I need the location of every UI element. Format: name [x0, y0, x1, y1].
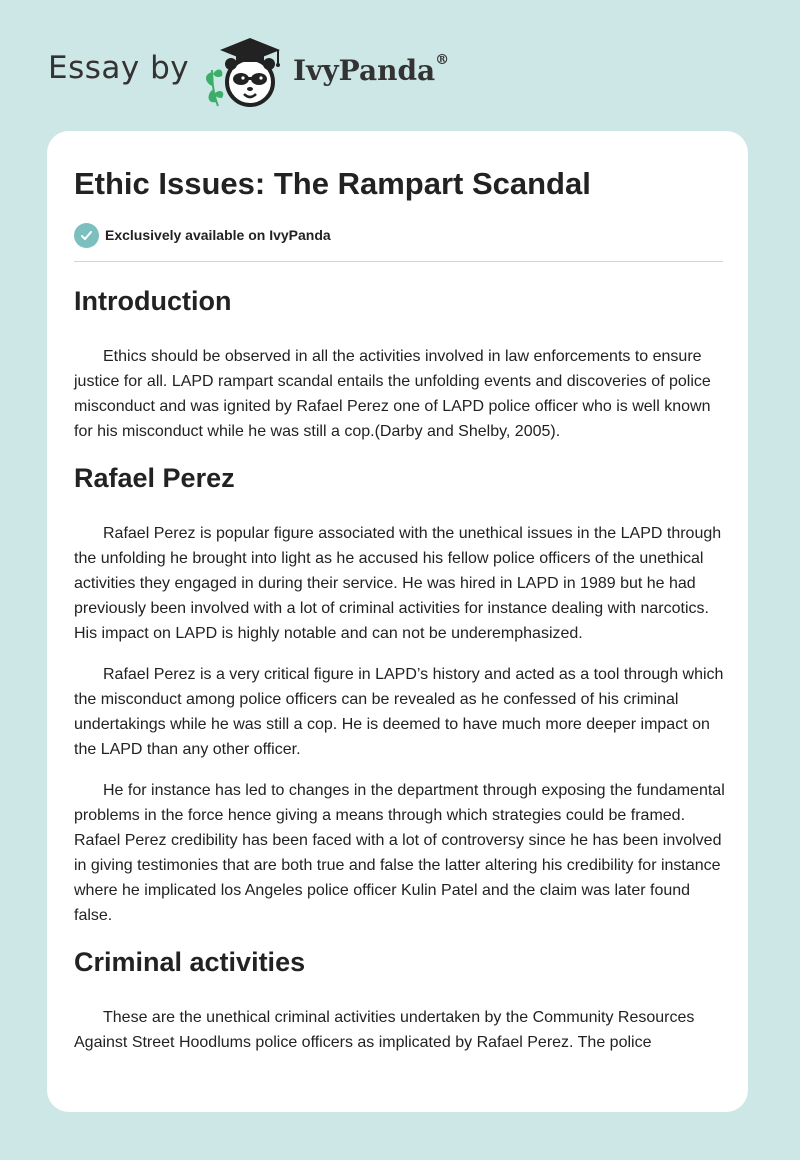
check-circle-icon: [74, 223, 99, 248]
registered-mark: ®: [435, 52, 450, 68]
brand-prefix: Essay by: [48, 50, 190, 86]
paragraph: He for instance has led to changes in the department through exposing the fundamental problems in the force hence giving a means through which strategies could be framed. Rafael Perez credibility has been faced with a lot of controversy since he has been involved in giving testimonies that are both true and false the latter altering his credibility for instance where he implicated los Angeles police officer Kulin Patel and the claim was later found false.: [74, 782, 725, 924]
paragraph: Rafael Perez is a very critical figure in LAPD’s history and acted as a tool through which the misconduct among police officers can be revealed as he confessed of his criminal undertakings while he was still a cop. He is deemed to have much more deeper impact on the LAPD than any other officer.: [74, 666, 724, 758]
brand-name[interactable]: IvyPanda®: [293, 52, 450, 87]
exclusive-label: Exclusively available on IvyPanda: [105, 227, 331, 243]
paragraph: These are the unethical criminal activities undertaken by the Community Resources Against Street Hoodlums police officers as implicated by Rafael Perez. The police: [74, 1009, 695, 1051]
exclusive-badge: [74, 222, 331, 248]
panda-graduate-logo-icon[interactable]: [200, 34, 290, 110]
article-card: [47, 131, 748, 1112]
paragraph: Rafael Perez is popular figure associated with the unethical issues in the LAPD through the unfolding he brought into light as he accused his fellow police officers of the unethical activities they engaged in during their service. He was hired in LAPD in 1989 but he had previously been involved with a lot of criminal activities for instance dealing with narcotics. His impact on LAPD is highly notable and can not be underemphasized.: [74, 525, 722, 642]
section-heading-introduction: Introduction: [74, 286, 232, 316]
paragraph: Ethics should be observed in all the activities involved in law enforcements to ensure justice for all. LAPD rampart scandal entails the unfolding events and discoveries of police misconduct and was ignited by Rafael Perez one of LAPD police officer who is well known for his misconduct while he was still a cop.(Darby and Shelby, 2005).: [74, 348, 711, 440]
article-body: [74, 283, 726, 1055]
site-header: [0, 0, 800, 130]
title-divider: [74, 261, 723, 262]
section-heading-criminal-activities: Criminal activities: [74, 947, 306, 977]
section-heading-rafael-perez: Rafael Perez: [74, 463, 235, 493]
article-title: Ethic Issues: The Rampart Scandal: [74, 166, 591, 201]
